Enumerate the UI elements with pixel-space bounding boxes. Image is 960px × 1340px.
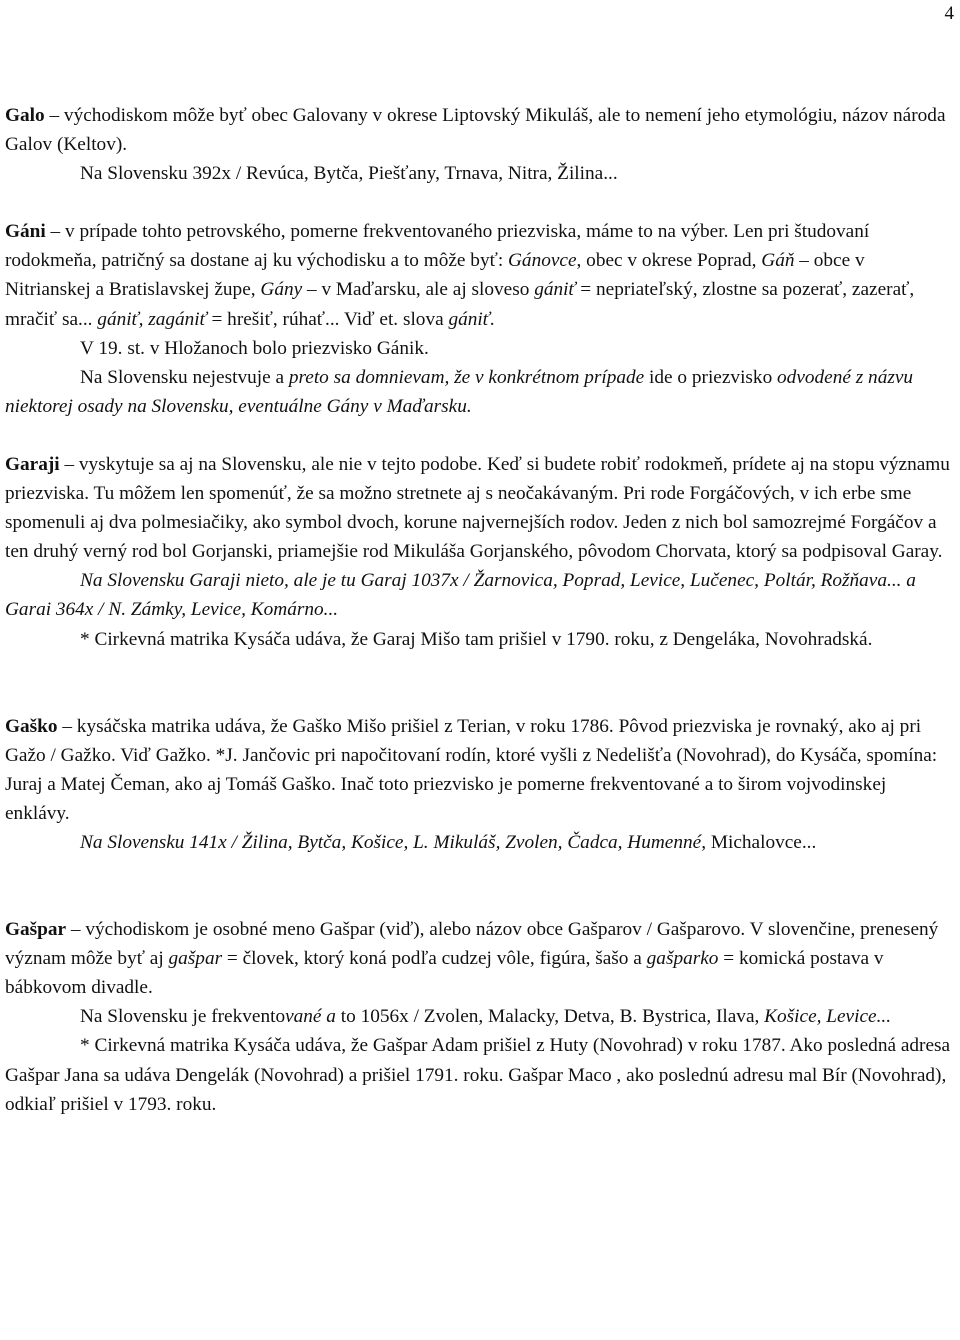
body-text: = komická postava v bábkovom divadle. bbox=[5, 948, 884, 999]
body-text: – vyskytuje sa aj na Slovensku, ale nie v tejto podobe. Keď si budete robiť rodokmeň, prídete aj na stopu významu priezviska. Tu môžem len spomenúť, že sa možno stretnete aj s neočakávaným. Pri rode Forgáčových, v ich erbe sme spomenuli aj dva polmesiačiky, ako symbol dvoch, korune najvernejších rodov. Jeden z nich bol samozrejmé Forgáčov a ten druhý verný rod bol Gorjanski, priamejšie rod Mikuláša Gorjanského, pôvodom Chorvata, ktorý sa podpisoval Garay. bbox=[5, 453, 950, 563]
entry-headword: Gaško bbox=[5, 715, 58, 737]
italic-text: Gáň bbox=[761, 250, 795, 272]
entry-spacer bbox=[5, 857, 955, 915]
body-text: Na Slovensku je frekvento bbox=[80, 1006, 286, 1028]
body-text: * Cirkevná matrika Kysáča udáva, že Garaj Mišo tam prišiel v 1790. roku, z Dengeláka, Novohradská. bbox=[80, 628, 873, 650]
body-text: V 19. st. v Hložanoch bolo priezvisko Gánik. bbox=[80, 337, 429, 359]
entry-gaspar bbox=[5, 915, 955, 1119]
entry-headword: Gáni bbox=[5, 221, 46, 243]
italic-text: odvodené z názvu niektorej osady na Slovensku, eventuálne Gány v Maďarsku. bbox=[5, 366, 914, 417]
body-text: . bbox=[489, 308, 495, 330]
italic-text: gašpar bbox=[168, 948, 223, 970]
body-text: to 1056x / Zvolen, Malacky, Detva, B. Bystrica, Ilava, bbox=[335, 1006, 765, 1028]
italic-text: Gány bbox=[260, 279, 303, 301]
body-text: – obce v Nitrianskej a Bratislavskej župe, bbox=[5, 250, 865, 301]
entry-gasko bbox=[5, 712, 955, 857]
italic-text: gašparko bbox=[646, 948, 719, 970]
italic-text: preto sa domnievam, že v konkrétnom prípade bbox=[288, 366, 645, 388]
italic-text: Na Slovensku Garaji nieto, ale je tu Garaj 1037x / Žarnovica, Poprad, Levice, Lučenec, Poltár, Rožňava... a Garai 364x / N. Zámky, Levice, Komárno... bbox=[5, 570, 916, 621]
entry-paragraph bbox=[5, 334, 955, 363]
entry-paragraph bbox=[5, 566, 955, 624]
entry-galo bbox=[5, 101, 955, 188]
body-text: Na Slovensku nejestvuje a bbox=[80, 366, 289, 388]
body-text: – v prípade tohto petrovského, pomerne frekventovaného priezviska, máme to na výber. Len pri študovaní rodokmeňa, patričný sa dostane aj ku východisku a to môže byť: bbox=[5, 221, 870, 272]
entry-garaji bbox=[5, 450, 955, 654]
entry-definition bbox=[5, 712, 955, 828]
body-text: – v Maďarsku, ale aj sloveso bbox=[302, 279, 535, 301]
entry-spacer bbox=[5, 654, 955, 712]
entry-spacer bbox=[5, 421, 955, 450]
entry-gani bbox=[5, 217, 955, 421]
entry-paragraph bbox=[5, 1031, 955, 1118]
italic-text: gániť bbox=[534, 279, 576, 301]
entry-definition bbox=[5, 915, 955, 1002]
body-text: Michalovce... bbox=[706, 831, 817, 853]
body-text: ide o priezvisko bbox=[644, 366, 778, 388]
body-text: = človek, ktorý koná podľa cudzej vôle, figúra, šašo a bbox=[222, 948, 647, 970]
document-body bbox=[5, 101, 955, 1119]
entry-definition bbox=[5, 217, 955, 333]
italic-text: Gánovce bbox=[508, 250, 577, 272]
italic-text: gániť, zagániť bbox=[97, 308, 207, 330]
entry-definition bbox=[5, 450, 955, 566]
entry-paragraph bbox=[5, 363, 955, 421]
entry-paragraph bbox=[5, 828, 955, 857]
entry-headword: Gašpar bbox=[5, 919, 67, 941]
italic-text: gániť bbox=[448, 308, 490, 330]
page-number: 4 bbox=[944, 3, 954, 24]
body-text: = nepriateľský, zlostne sa pozerať, zazerať, mračiť sa... bbox=[5, 279, 915, 330]
italic-text: Košice, Levice... bbox=[764, 1006, 892, 1028]
italic-text: vané a bbox=[285, 1006, 336, 1028]
body-text: = hrešiť, rúhať... Viď et. slova bbox=[206, 308, 449, 330]
italic-text: Na Slovensku 141x / Žilina, Bytča, Košice, L. Mikuláš, Zvolen, Čadca, Humenné, bbox=[80, 831, 707, 853]
entry-headword: Galo bbox=[5, 105, 45, 126]
body-text: * Cirkevná matrika Kysáča udáva, že Gašpar Adam prišiel z Huty (Novohrad) v roku 1787. Ako posledná adresa Gašpar Jana sa udáva Dengelák (Novohrad) a prišiel 1791. roku. Gašpar Maco , ako poslednú adresu mal Bír (Novohrad), odkiaľ prišiel v 1793. roku. bbox=[5, 1035, 951, 1115]
entry-definition bbox=[5, 101, 955, 159]
body-text: , obec v okrese Poprad, bbox=[576, 250, 762, 272]
entry-spacer bbox=[5, 188, 955, 217]
entry-paragraph bbox=[5, 1002, 955, 1031]
entry-paragraph bbox=[5, 159, 955, 188]
body-text: Na Slovensku 392x / Revúca, Bytča, Piešťany, Trnava, Nitra, Žilina... bbox=[80, 163, 618, 185]
body-text: – východiskom je osobné meno Gašpar (viď), alebo názov obce Gašparov / Gašparovo. V slovenčine, prenesený význam môže byť aj bbox=[5, 919, 939, 970]
body-text: – východiskom môže byť obec Galovany v okrese Liptovský Mikuláš, ale to nemení jeho etymológiu, názov národa Galov (Keltov). bbox=[5, 105, 946, 156]
entry-headword: Garaji bbox=[5, 453, 60, 475]
entry-paragraph bbox=[5, 625, 955, 654]
body-text: – kysáčska matrika udáva, že Gaško Mišo prišiel z Terian, v roku 1786. Pôvod priezviska je rovnaký, ako aj pri Gažo / Gažko. Viď Gažko. *J. Jančovic pri napočitovaní rodín, ktoré vyšli z Nedelišťa (Novohrad), do Kysáča, spomína: Juraj a Matej Čeman, ako aj Tomáš Gaško. Inač toto priezvisko je pomerne frekventované a to širom vojvodinskej enklávy. bbox=[5, 715, 938, 824]
